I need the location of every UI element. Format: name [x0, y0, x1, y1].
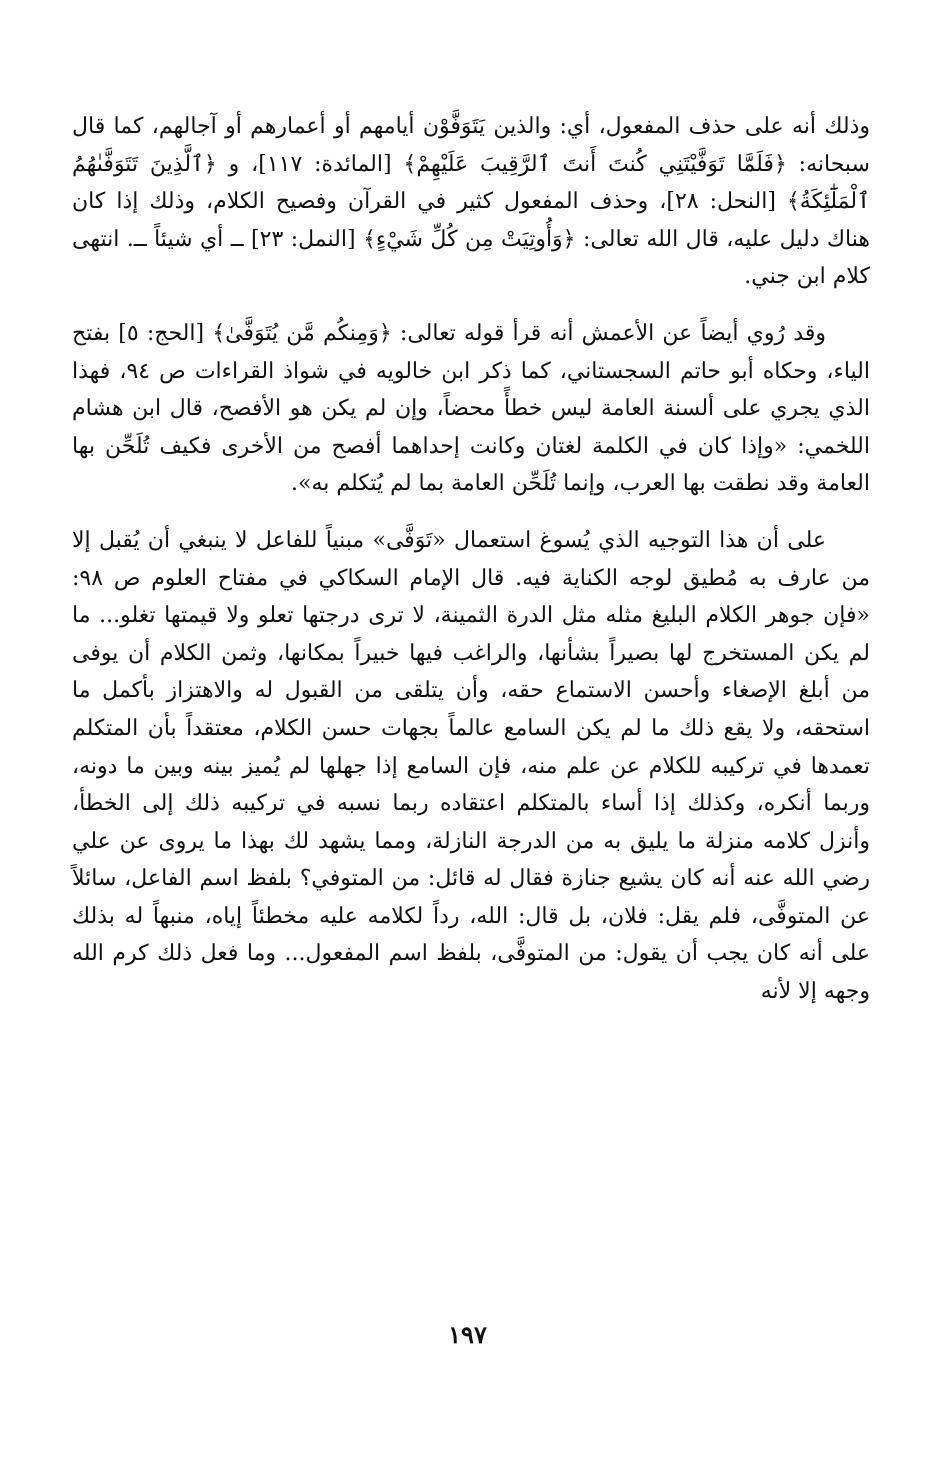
page-number: ١٩٧ — [448, 1320, 487, 1349]
paragraph-2: وقد رُوي أيضاً عن الأعمش أنه قرأ قوله تعالى: ﴿وَمِنكُم مَّن يُتَوَفَّىٰ﴾ [الحج: ٥] بفتح الياء، وحكاه أبو حاتم السجستاني، كما ذكر ابن خالويه في شواذ القراءات ص ٩٤، فهذا الذي يجري على ألسنة العامة ليس خطأً محضاً، وإن لم يكن هو الأفصح، قال ابن هشام اللخمي: «وإذا كان في الكلمة لغتان وكانت إحداهما أفصح من الأخرى فكيف تُلَحِّن بها العامة وقد نطقت بها العرب، وإنما تُلَحِّن العامة بما لم يُتكلم به». — [72, 320, 870, 497]
paragraph-3: على أن هذا التوجيه الذي يُسوغ استعمال «تَوَفَّى» مبنياً للفاعل لا ينبغي أن يُقبل إلا من عارف به مُطيق لوجه الكناية فيه. قال الإمام السكاكي في مفتاح العلوم ص ٩٨: «فإن جوهر الكلام البليغ مثله مثل الدرة الثمينة، لا ترى درجتها تعلو ولا قيمتها تغلو... ما لم يكن المستخرج لها بصيراً بشأنها، والراغب فيها خبيراً بمكانها، وثمن الكلام أن يوفى من أبلغ الإصغاء وأحسن الاستماع حقه، وأن يتلقى من القبول له والاهتزاز بأكمل ما استحقه، ولا يقع ذلك ما لم يكن السامع عالماً بجهات حسن الكلام، معتقداً بأن المتكلم تعمدها في تركيبه للكلام عن علم منه، فإن السامع إذا جهلها لم يُميز بينه وبين ما دونه، وربما أنكره، وكذلك إذا أساء بالمتكلم اعتقاده ربما نسبه في تركيبه ذلك إلى الخطأ، وأنزل كلامه منزلة ما يليق به من الدرجة النازلة، ومما يشهد لك بهذا ما يروى عن علي رضي الله عنه أنه كان يشيع جنازة فقال له قائل: من المتوفي؟ بلفظ اسم الفاعل، سائلاً عن المتوفَّى، فلم يقل: فلان، بل قال: الله، رداً لكلامه عليه مخطئاً إياه، منبهاً له بذلك على أنه كان يجب أن يقول: من المتوفَّى، بلفظ اسم المفعول... وما فعل ذلك كرم الله وجهه إلا لأنه — [72, 527, 870, 1005]
paragraph-1: وذلك أنه على حذف المفعول، أي: والذين يَتَوَفَّوْن أيامهم أو أعمارهم أو آجالهم، كما قال سبحانه: ﴿فَلَمَّا تَوَفَّيْتَنِي كُنتَ أَنتَ ٱلرَّقِيبَ عَلَيْهِمْ﴾ [المائدة: ١١٧]، و ﴿ٱلَّذِينَ تَتَوَفَّىٰهُمُ ٱلْمَلَٰٓئِكَةُ﴾ [النحل: ٢٨]، وحذف المفعول كثير في القرآن وفصيح الكلام، وذلك إذا كان هناك دليل عليه، قال الله تعالى: ﴿وَأُوتِيَتْ مِن كُلِّ شَيْءٍ﴾ [النمل: ٢٣] ــ أي شيئاً ــ. انتهى كلام ابن جني. — [72, 114, 870, 290]
body-text — [72, 108, 870, 1011]
